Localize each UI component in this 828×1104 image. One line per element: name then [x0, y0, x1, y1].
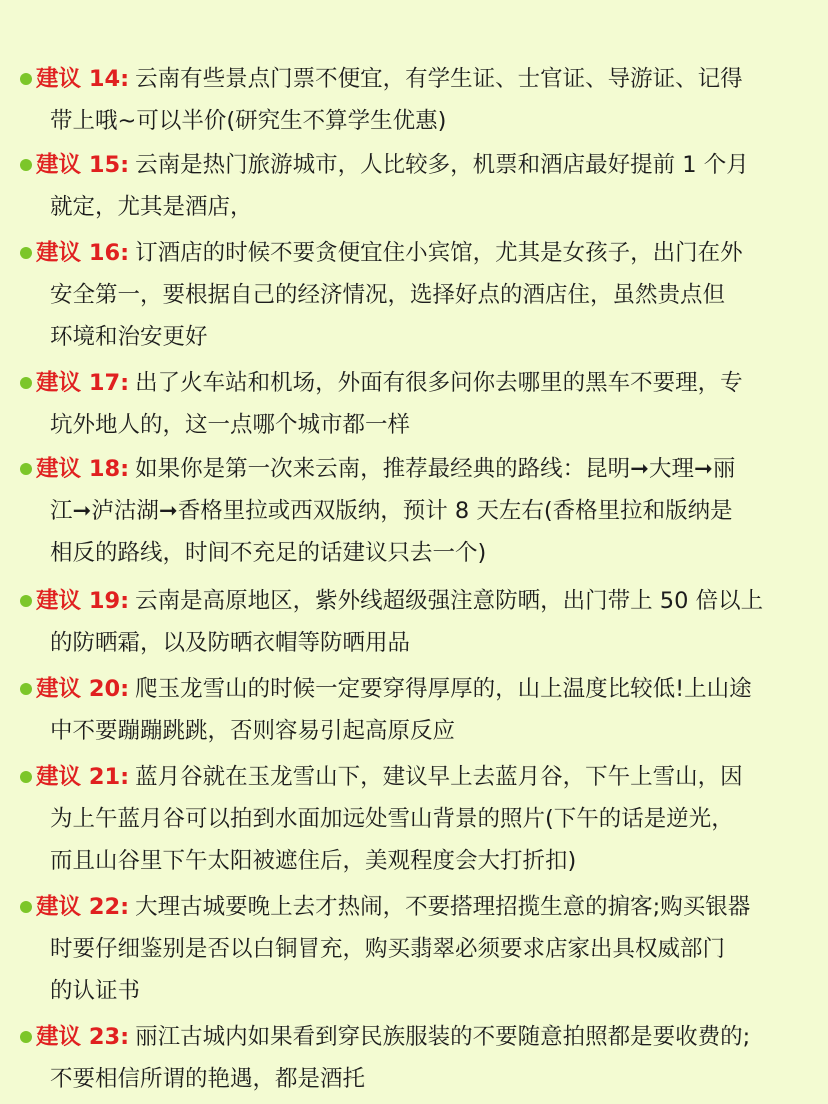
tip-14: [20, 58, 816, 142]
tip-line: [20, 274, 816, 316]
tip-text: 就定，尤其是酒店，: [50, 194, 253, 220]
tip-line: [20, 58, 816, 100]
tip-20: [20, 668, 816, 752]
tip-text: 中不要蹦蹦跳跳，否则容易引起高原反应: [50, 718, 456, 744]
tip-line: [20, 928, 816, 970]
tip-line: [20, 840, 816, 882]
tip-line: [20, 404, 816, 446]
tip-label: 建议 15:: [36, 152, 130, 178]
tip-line: [20, 532, 816, 574]
tip-text: 不要相信所谓的艳遇，都是酒托: [50, 1066, 366, 1092]
tip-label: 建议 16:: [36, 240, 130, 266]
tip-text: 爬玉龙雪山的时候一定要穿得厚厚的，山上温度比较低!上山途: [135, 676, 752, 702]
tip-label: 建议 17:: [36, 370, 130, 396]
bullet-dot-icon: [20, 463, 32, 475]
tip-text: 丽江古城内如果看到穿民族服装的不要随意拍照都是要收费的;: [135, 1024, 751, 1050]
tip-line: [20, 100, 816, 142]
tip-15: [20, 144, 816, 228]
tip-text: 为上午蓝月谷可以拍到水面加远处雪山背景的照片(下午的话是逆光，: [50, 806, 734, 832]
bullet-dot-icon: [20, 159, 32, 171]
tip-23: [20, 1016, 816, 1100]
tip-line: [20, 798, 816, 840]
tip-text: 订酒店的时候不要贪便宜住小宾馆，尤其是女孩子，出门在外: [135, 240, 743, 266]
tip-text: 相反的路线，时间不充足的话建议只去一个): [50, 540, 487, 566]
tip-label: 建议 14:: [36, 66, 130, 92]
tip-line: [20, 622, 816, 664]
tip-line: [20, 580, 816, 622]
tip-18: [20, 448, 816, 574]
tip-text: 大理古城要晚上去才热闹，不要搭理招揽生意的掮客;购买银器: [135, 894, 751, 920]
tip-line: [20, 710, 816, 752]
tip-line: [20, 144, 816, 186]
tip-line: [20, 362, 816, 404]
tip-line: [20, 668, 816, 710]
tip-22: [20, 886, 816, 1012]
tip-label: 建议 20:: [36, 676, 130, 702]
tip-label: 建议 22:: [36, 894, 130, 920]
tip-line: [20, 186, 816, 228]
tip-text: 的认证书: [50, 978, 141, 1004]
tip-text: 的防晒霜，以及防晒衣帽等防晒用品: [50, 630, 411, 656]
tip-text: 坑外地人的，这一点哪个城市都一样: [50, 412, 411, 438]
bullet-dot-icon: [20, 247, 32, 259]
bullet-dot-icon: [20, 771, 32, 783]
tip-line: [20, 232, 816, 274]
bullet-dot-icon: [20, 73, 32, 85]
tip-label: 建议 21:: [36, 764, 130, 790]
tip-line: [20, 490, 816, 532]
tip-19: [20, 580, 816, 664]
tip-label: 建议 19:: [36, 588, 130, 614]
tip-text: 出了火车站和机场，外面有很多问你去哪里的黑车不要理，专: [135, 370, 743, 396]
bullet-dot-icon: [20, 901, 32, 913]
tip-text: 蓝月谷就在玉龙雪山下，建议早上去蓝月谷，下午上雪山，因: [135, 764, 743, 790]
tip-text: 云南有些景点门票不便宜，有学生证、士官证、导游证、记得: [135, 66, 743, 92]
tip-21: [20, 756, 816, 882]
tip-text: 时要仔细鉴别是否以白铜冒充，购买翡翠必须要求店家出具权威部门: [50, 936, 726, 962]
tip-line: [20, 970, 816, 1012]
tip-label: 建议 23:: [36, 1024, 130, 1050]
bullet-dot-icon: [20, 595, 32, 607]
tip-text: 环境和治安更好: [50, 324, 208, 350]
tip-17: [20, 362, 816, 446]
tip-text: 安全第一，要根据自己的经济情况，选择好点的酒店住，虽然贵点但: [50, 282, 726, 308]
tip-line: [20, 756, 816, 798]
tip-text: 而且山谷里下午太阳被遮住后，美观程度会大打折扣): [50, 848, 577, 874]
tip-text: 带上哦~可以半价(研究生不算学生优惠): [50, 108, 447, 134]
tip-line: [20, 316, 816, 358]
tip-16: [20, 232, 816, 358]
tip-text: 云南是高原地区，紫外线超级强注意防晒，出门带上 50 倍以上: [135, 588, 764, 614]
tip-line: [20, 1016, 816, 1058]
tip-text: 云南是热门旅游城市，人比较多，机票和酒店最好提前 1 个月: [135, 152, 749, 178]
tip-line: [20, 448, 816, 490]
tip-label: 建议 18:: [36, 456, 130, 482]
tip-line: [20, 886, 816, 928]
tip-text: 江➞泸沽湖➞香格里拉或西双版纳，预计 8 天左右(香格里拉和版纳是: [50, 498, 733, 524]
bullet-dot-icon: [20, 683, 32, 695]
tip-text: 如果你是第一次来云南，推荐最经典的路线：昆明➞大理➞丽: [135, 456, 736, 482]
tip-line: [20, 1058, 816, 1100]
bullet-dot-icon: [20, 377, 32, 389]
bullet-dot-icon: [20, 1031, 32, 1043]
